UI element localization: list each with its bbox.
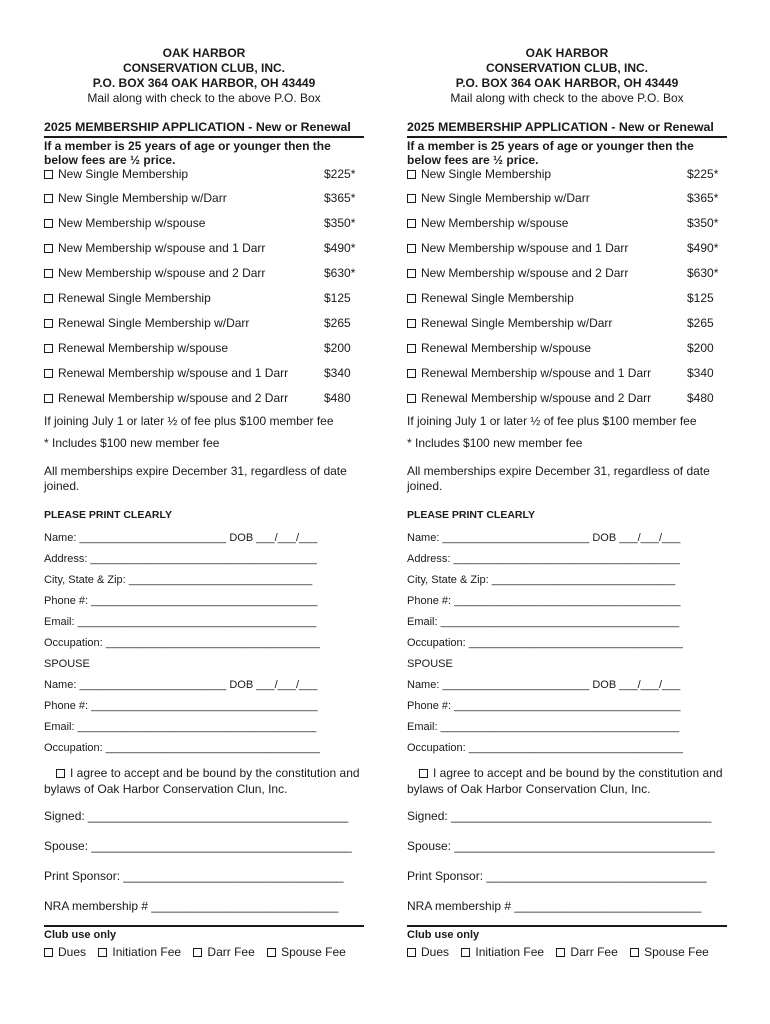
occupation-field[interactable]: Occupation: ___________________________________ (407, 637, 683, 649)
checkbox[interactable] (556, 948, 565, 957)
address-field[interactable]: Address: _____________________________________ (44, 553, 317, 565)
agreement-checkbox[interactable] (419, 769, 428, 778)
spouse-occupation-field[interactable]: Occupation: ___________________________________ (44, 742, 320, 754)
agreement-checkbox[interactable] (56, 769, 65, 778)
fee-option[interactable]: Renewal Membership w/spouse and 2 Darr $480 (407, 391, 727, 416)
member-fields (407, 532, 727, 763)
fee-option[interactable]: Renewal Membership w/spouse and 1 Darr $340 (407, 366, 727, 391)
member-fields (44, 532, 364, 763)
signed-field[interactable]: Signed: _______________________________________ (407, 809, 712, 823)
club-use-title: Club use only (407, 929, 480, 941)
club-use-item[interactable]: Initiation Fee (461, 945, 544, 959)
club-use-item[interactable]: Dues (44, 945, 86, 959)
checkbox[interactable] (44, 170, 53, 179)
checkbox[interactable] (461, 948, 470, 957)
checkbox[interactable] (407, 194, 416, 203)
checkbox[interactable] (44, 194, 53, 203)
application-title: 2025 MEMBERSHIP APPLICATION - New or Renewal (407, 120, 727, 138)
checkbox[interactable] (44, 948, 53, 957)
checkbox[interactable] (44, 269, 53, 278)
spouse-phone-field[interactable]: Phone #: _____________________________________ (44, 700, 318, 712)
city-state-zip-field[interactable]: City, State & Zip: ______________________________ (44, 574, 313, 586)
fee-option[interactable]: Renewal Membership w/spouse $200 (407, 341, 727, 366)
spouse-signature-field[interactable]: Spouse: _______________________________________ (44, 839, 352, 853)
checkbox[interactable] (407, 394, 416, 403)
club-use-item[interactable]: Spouse Fee (267, 945, 346, 959)
phone-field[interactable]: Phone #: _____________________________________ (407, 595, 681, 607)
sponsor-field[interactable]: Print Sponsor: _________________________________ (407, 869, 707, 883)
phone-field[interactable]: Phone #: _____________________________________ (44, 595, 318, 607)
fee-option[interactable]: New Membership w/spouse $350* (407, 216, 727, 241)
july-note: If joining July 1 or later ½ of fee plus $100 member fee (407, 414, 697, 428)
checkbox[interactable] (407, 170, 416, 179)
club-use-section (44, 925, 364, 960)
address-field[interactable]: Address: _____________________________________ (407, 553, 680, 565)
checkbox[interactable] (407, 244, 416, 253)
club-use-items (44, 944, 364, 960)
club-use-item[interactable]: Initiation Fee (98, 945, 181, 959)
checkbox[interactable] (407, 219, 416, 228)
spouse-email-field[interactable]: Email: _______________________________________ (407, 721, 680, 733)
checkbox[interactable] (44, 294, 53, 303)
fee-list (44, 167, 364, 416)
name-field[interactable]: Name: ________________________ DOB ___/___/___ (44, 532, 318, 544)
fee-option[interactable]: Renewal Membership w/spouse $200 (44, 341, 364, 366)
mail-instruction: Mail along with check to the above P.O. Box (450, 91, 684, 105)
signed-field[interactable]: Signed: _______________________________________ (44, 809, 349, 823)
checkbox[interactable] (407, 294, 416, 303)
checkbox[interactable] (44, 219, 53, 228)
email-field[interactable]: Email: _______________________________________ (407, 616, 680, 628)
nra-field[interactable]: NRA membership # ____________________________ (44, 899, 339, 913)
club-name: OAK HARBOR (162, 46, 246, 60)
application-copy-right (407, 46, 727, 960)
checkbox[interactable] (407, 344, 416, 353)
spouse-heading: SPOUSE (44, 658, 90, 670)
mail-instruction: Mail along with check to the above P.O. Box (87, 91, 321, 105)
print-clearly-heading: PLEASE PRINT CLEARLY (407, 509, 535, 521)
checkbox[interactable] (407, 369, 416, 378)
spouse-name-field[interactable]: Name: ________________________ DOB ___/___/___ (44, 679, 318, 691)
fee-option[interactable]: Renewal Membership w/spouse and 2 Darr $480 (44, 391, 364, 416)
fee-option[interactable]: New Membership w/spouse and 2 Darr $630* (44, 266, 364, 291)
july-note: If joining July 1 or later ½ of fee plus $100 member fee (44, 414, 334, 428)
application-title: 2025 MEMBERSHIP APPLICATION - New or Renewal (44, 120, 364, 138)
club-address: P.O. BOX 364 OAK HARBOR, OH 43449 (92, 76, 316, 90)
agreement[interactable]: I agree to accept and be bound by the constitution and bylaws of Oak Harbor Conservation Clun, Inc. (44, 766, 360, 796)
fee-option[interactable]: New Membership w/spouse $350* (44, 216, 364, 241)
club-address: P.O. BOX 364 OAK HARBOR, OH 43449 (455, 76, 679, 90)
checkbox[interactable] (44, 369, 53, 378)
club-name-line2: CONSERVATION CLUB, INC. (122, 61, 285, 75)
sponsor-field[interactable]: Print Sponsor: _________________________________ (44, 869, 344, 883)
includes-note: * Includes $100 new member fee (44, 436, 220, 450)
fee-option[interactable]: New Single Membership $225* (44, 167, 364, 191)
club-name-line2: CONSERVATION CLUB, INC. (485, 61, 648, 75)
club-use-item[interactable]: Dues (407, 945, 449, 959)
city-state-zip-field[interactable]: City, State & Zip: ______________________________ (407, 574, 676, 586)
fee-option[interactable]: New Single Membership w/Darr $365* (407, 191, 727, 216)
spouse-heading: SPOUSE (407, 658, 453, 670)
spouse-email-field[interactable]: Email: _______________________________________ (44, 721, 317, 733)
occupation-field[interactable]: Occupation: ___________________________________ (44, 637, 320, 649)
spouse-signature-field[interactable]: Spouse: _______________________________________ (407, 839, 715, 853)
fee-option[interactable]: Renewal Single Membership w/Darr $265 (44, 316, 364, 341)
fee-option[interactable]: New Single Membership w/Darr $365* (44, 191, 364, 216)
checkbox[interactable] (44, 344, 53, 353)
fee-option[interactable]: New Single Membership $225* (407, 167, 727, 191)
club-use-item[interactable]: Darr Fee (193, 945, 254, 959)
application-copy-left (44, 46, 364, 960)
includes-note: * Includes $100 new member fee (407, 436, 583, 450)
club-use-item[interactable]: Darr Fee (556, 945, 617, 959)
name-field[interactable]: Name: ________________________ DOB ___/___/___ (407, 532, 681, 544)
club-name: OAK HARBOR (525, 46, 609, 60)
fee-option[interactable]: New Membership w/spouse and 1 Darr $490* (407, 241, 727, 266)
checkbox[interactable] (407, 269, 416, 278)
spouse-name-field[interactable]: Name: ________________________ DOB ___/___/___ (407, 679, 681, 691)
checkbox[interactable] (267, 948, 276, 957)
fee-option[interactable]: Renewal Membership w/spouse and 1 Darr $340 (44, 366, 364, 391)
checkbox[interactable] (44, 319, 53, 328)
checkbox[interactable] (193, 948, 202, 957)
fee-option[interactable]: New Membership w/spouse and 2 Darr $630* (407, 266, 727, 291)
fee-option[interactable]: New Membership w/spouse and 1 Darr $490* (44, 241, 364, 266)
print-clearly-heading: PLEASE PRINT CLEARLY (44, 509, 172, 521)
email-field[interactable]: Email: _______________________________________ (44, 616, 317, 628)
expire-note: All memberships expire December 31, regardless of date joined. (44, 464, 347, 493)
checkbox[interactable] (44, 244, 53, 253)
club-use-section (407, 925, 727, 960)
fee-option[interactable]: Renewal Single Membership $125 (44, 291, 364, 316)
fee-list (407, 167, 727, 416)
fee-option[interactable]: Renewal Single Membership w/Darr $265 (407, 316, 727, 341)
age-note: If a member is 25 years of age or younger then the below fees are ½ price. (407, 139, 694, 167)
fee-option[interactable]: Renewal Single Membership $125 (407, 291, 727, 316)
checkbox[interactable] (98, 948, 107, 957)
age-note: If a member is 25 years of age or younger then the below fees are ½ price. (44, 139, 331, 167)
checkbox[interactable] (630, 948, 639, 957)
nra-field[interactable]: NRA membership # ____________________________ (407, 899, 702, 913)
expire-note: All memberships expire December 31, regardless of date joined. (407, 464, 710, 493)
spouse-occupation-field[interactable]: Occupation: ___________________________________ (407, 742, 683, 754)
agreement[interactable]: I agree to accept and be bound by the constitution and bylaws of Oak Harbor Conservation Clun, Inc. (407, 766, 723, 796)
checkbox[interactable] (407, 948, 416, 957)
club-use-items (407, 944, 727, 960)
spouse-phone-field[interactable]: Phone #: _____________________________________ (407, 700, 681, 712)
checkbox[interactable] (44, 394, 53, 403)
club-use-title: Club use only (44, 929, 117, 941)
club-use-item[interactable]: Spouse Fee (630, 945, 709, 959)
checkbox[interactable] (407, 319, 416, 328)
